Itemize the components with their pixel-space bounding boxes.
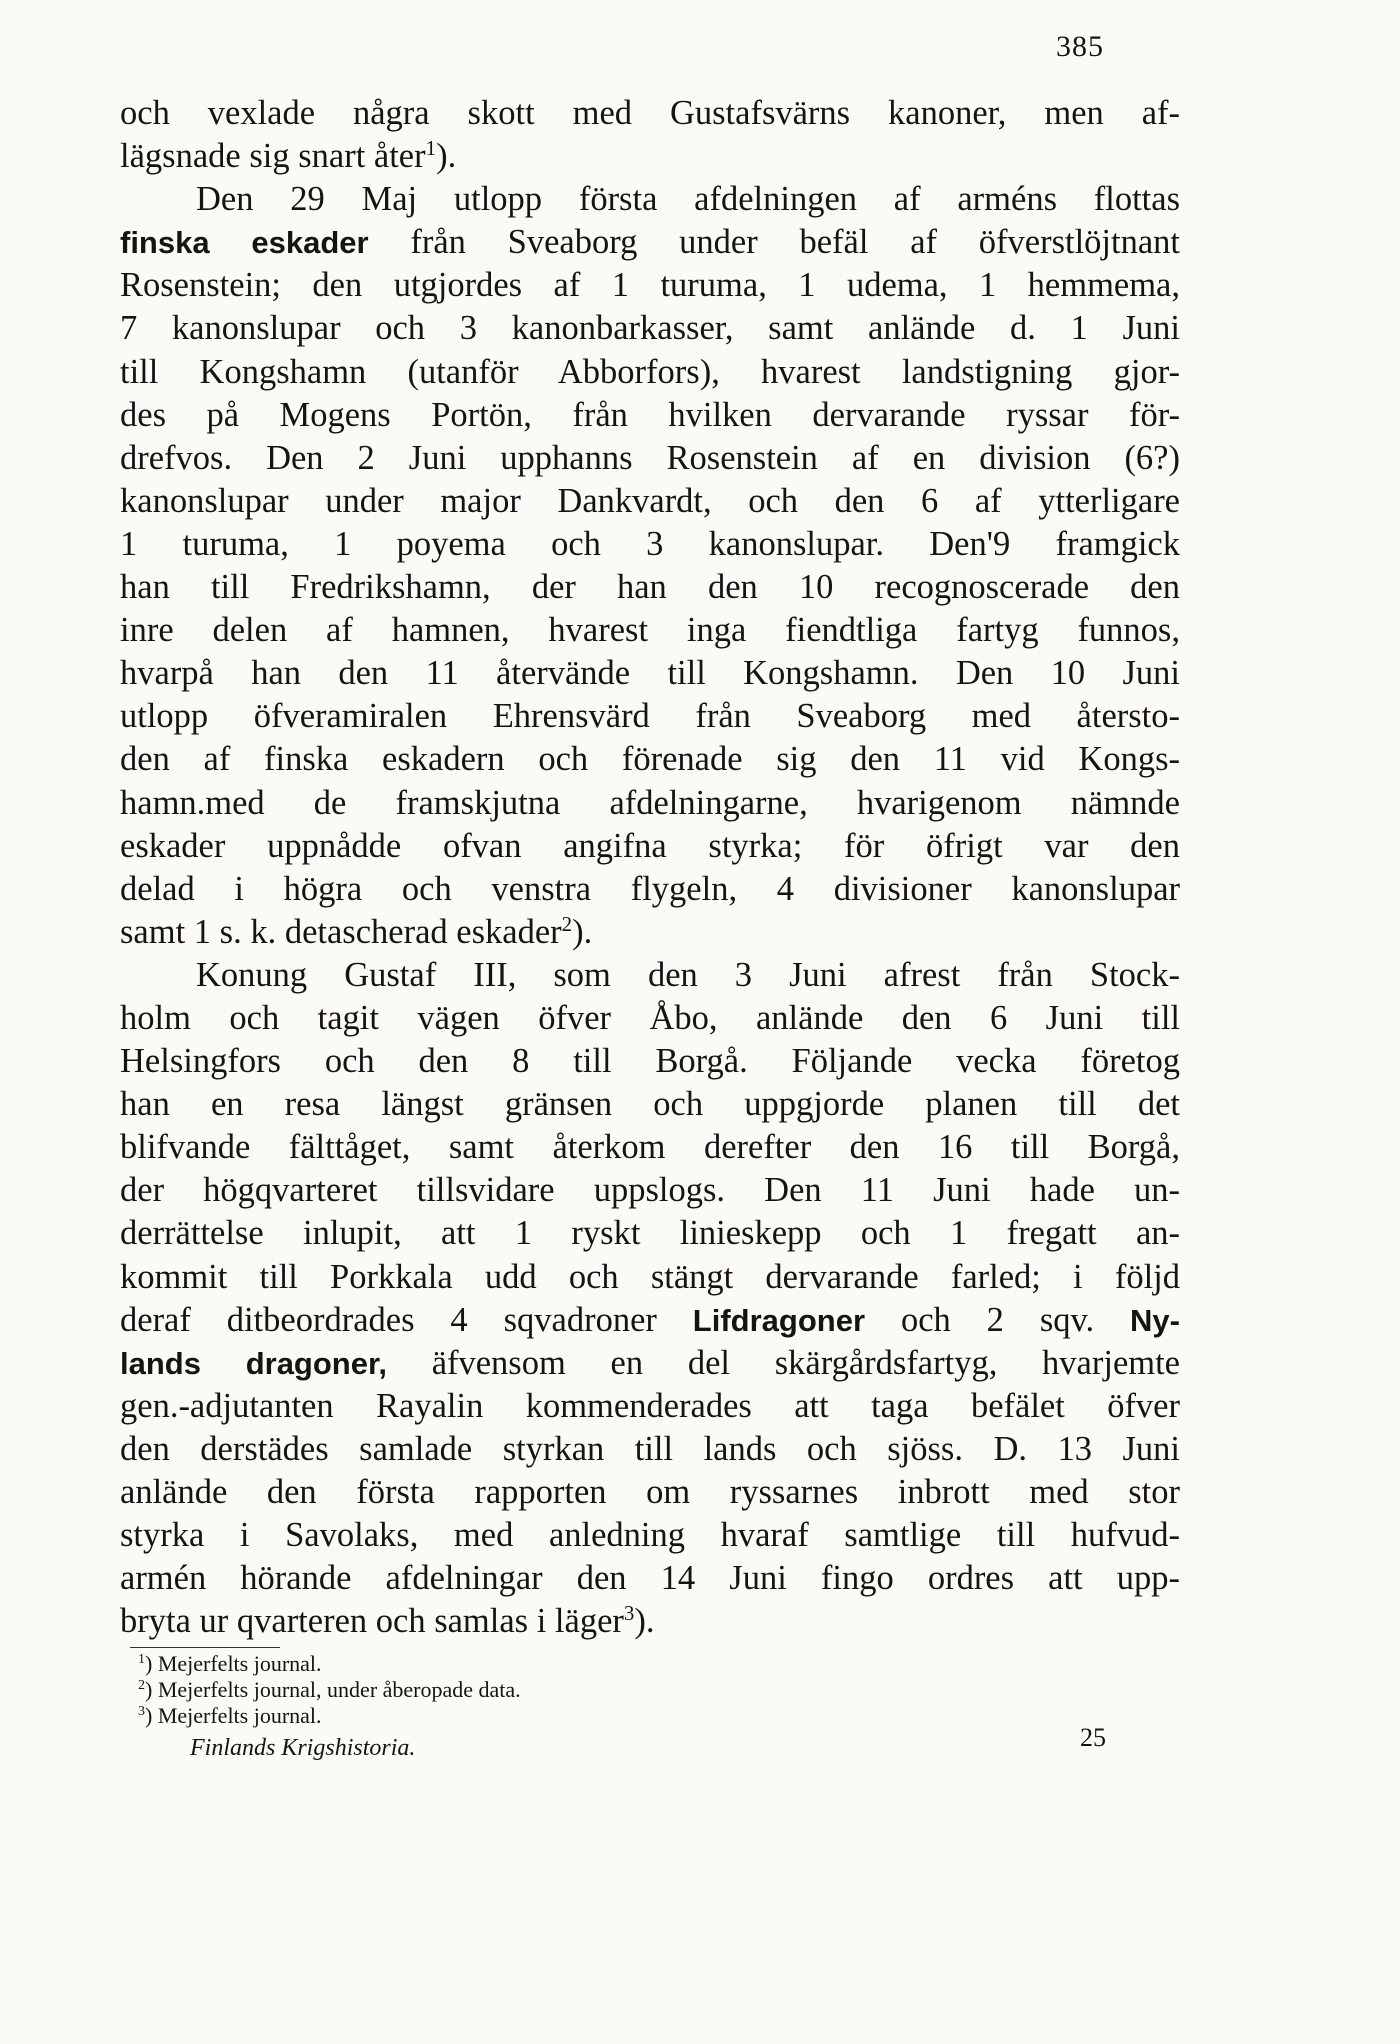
text-span: hamn.med de framskjutna afdelningarne, hvarigenom nämnde — [120, 783, 1180, 822]
text-span: inre delen af hamnen, hvarest inga fiendtliga fartyg funnos, — [120, 611, 1180, 650]
footnote-mark: 2 — [138, 1678, 145, 1693]
text-line — [120, 911, 1180, 954]
text-span: Konung Gustaf III, som den 3 Juni afrest från Stock- — [196, 955, 1180, 994]
text-span: från Sveaborg under befäl af öfverstlöjtnant — [368, 223, 1180, 262]
text-line — [120, 351, 1180, 394]
text-span: och vexlade några skott med Gustafsvärns kanoner, men af- — [120, 94, 1180, 132]
footnote — [138, 1677, 838, 1703]
text-span: Den 29 Maj utlopp första afdelningen af arméns flottas — [196, 180, 1180, 219]
text-line — [120, 652, 1180, 695]
text-line — [120, 1428, 1180, 1471]
text-span: ). — [634, 1602, 655, 1641]
bold-term: Ny- — [1130, 1302, 1180, 1338]
text-span: den derstädes samlade styrkan till lands och sjöss. D. 13 Juni — [120, 1429, 1180, 1468]
text-line — [120, 1299, 1180, 1342]
text-line — [120, 954, 1180, 997]
text-span: armén hörande afdelningar den 14 Juni fingo ordres att upp- — [120, 1559, 1180, 1598]
text-span: den af finska eskadern och förenade sig den 11 vid Kongs- — [120, 740, 1180, 779]
text-span: hvarpå han den 11 återvände till Kongshamn. Den 10 Juni — [120, 654, 1180, 693]
text-line — [120, 997, 1180, 1040]
text-line — [120, 523, 1180, 566]
text-span: lägsnade sig snart åter — [120, 137, 426, 176]
text-line — [120, 1256, 1180, 1299]
text-span: han till Fredrikshamn, der han den 10 recognoscerade den — [120, 568, 1180, 607]
text-line — [120, 92, 1180, 135]
text-line — [120, 135, 1180, 178]
text-line — [120, 566, 1180, 609]
text-line — [120, 394, 1180, 437]
text-line — [120, 1169, 1180, 1212]
footnote-text: ) Mejerfelts journal. — [145, 1703, 322, 1728]
text-line — [120, 1557, 1180, 1600]
text-span: holm och tagit vägen öfver Åbo, anlände den 6 Juni till — [120, 998, 1180, 1037]
text-line — [120, 695, 1180, 738]
text-span: utlopp öfveramiralen Ehrensvärd från Sveaborg med återsto- — [120, 697, 1180, 736]
text-span: Rosenstein; den utgjordes af 1 turuma, 1 udema, 1 hemmema, — [120, 266, 1180, 305]
text-line — [120, 1385, 1180, 1428]
footnote-text: ) Mejerfelts journal. — [145, 1651, 322, 1676]
text-line — [120, 437, 1180, 480]
bold-term: finska eskader — [120, 225, 369, 261]
footnote — [138, 1703, 838, 1729]
sheet-number: 25 — [1080, 1723, 1106, 1752]
text-span: och 2 sqv. — [865, 1300, 1131, 1339]
footnote-rule — [130, 1647, 280, 1648]
text-span: kanonslupar under major Dankvardt, och den 6 af ytterligare — [120, 481, 1180, 520]
text-line — [120, 825, 1180, 868]
text-line — [120, 1471, 1180, 1514]
text-span: 7 kanonslupar och 3 kanonbarkasser, samt anlände d. 1 Juni — [120, 309, 1180, 348]
text-span: des på Mogens Portön, från hvilken dervarande ryssar för- — [120, 395, 1180, 434]
text-line — [120, 221, 1180, 264]
body-text — [120, 92, 1180, 1643]
text-line — [120, 868, 1180, 911]
bold-term: lands dragoner, — [120, 1345, 387, 1381]
text-span: kommit till Porkkala udd och stängt dervarande farled; i följd — [120, 1257, 1180, 1296]
footnotes — [138, 1651, 838, 1729]
text-span: ). — [436, 137, 457, 176]
footnote — [138, 1651, 838, 1677]
text-span: styrka i Savolaks, med anledning hvaraf samtlige till hufvud- — [120, 1516, 1180, 1555]
text-span: han en resa längst gränsen och uppgjorde planen till det — [120, 1085, 1180, 1124]
footnote-ref: 2 — [561, 911, 573, 936]
signature-line: Finlands Krigshistoria. — [190, 1735, 416, 1761]
text-line — [120, 738, 1180, 781]
text-line — [120, 1126, 1180, 1169]
text-span: drefvos. Den 2 Juni upphanns Rosenstein af en division (6?) — [120, 438, 1180, 477]
text-span: ). — [572, 912, 593, 951]
text-span: derrättelse inlupit, att 1 ryskt linieskepp och 1 fregatt an- — [120, 1214, 1180, 1253]
text-line — [120, 1040, 1180, 1083]
text-span: bryta ur qvarteren och samlas i läger — [120, 1602, 624, 1641]
text-span: der högqvarteret tillsvidare uppslogs. Den 11 Juni hade un- — [120, 1171, 1180, 1210]
text-line — [120, 307, 1180, 350]
text-span: deraf ditbeordrades 4 sqvadroner — [120, 1300, 693, 1339]
bold-term: Lifdragoner — [692, 1302, 866, 1338]
text-span: eskader uppnådde ofvan angifna styrka; för öfrigt var den — [120, 826, 1180, 865]
text-span: blifvande fälttåget, samt återkom derefter den 16 till Borgå, — [120, 1128, 1180, 1167]
text-span: gen.-adjutanten Rayalin kommenderades att taga befälet öfver — [120, 1386, 1180, 1425]
text-span: Helsingfors och den 8 till Borgå. Följande vecka företog — [120, 1042, 1180, 1081]
text-line — [120, 1514, 1180, 1557]
footnote-mark: 1 — [138, 1652, 145, 1667]
text-span: samt 1 s. k. detascherad eskader — [120, 912, 562, 951]
text-line — [120, 1083, 1180, 1126]
text-line — [120, 178, 1180, 221]
text-span: till Kongshamn (utanför Abborfors), hvarest landstigning gjor- — [120, 352, 1180, 391]
text-span: 1 turuma, 1 poyema och 3 kanonslupar. Den'9 framgick — [120, 524, 1180, 563]
text-line — [120, 782, 1180, 825]
text-line — [120, 609, 1180, 652]
footnote-text: ) Mejerfelts journal, under åberopade data. — [145, 1677, 521, 1702]
footnote-ref: 1 — [425, 136, 437, 161]
text-line — [120, 480, 1180, 523]
text-span: anlände den första rapporten om ryssarnes inbrott med stor — [120, 1473, 1180, 1511]
footnote-mark: 3 — [138, 1704, 145, 1719]
footnote-ref: 3 — [623, 1601, 635, 1626]
text-line — [120, 1342, 1180, 1385]
text-line — [120, 1600, 1180, 1643]
text-line — [120, 1212, 1180, 1255]
text-span: delad i högra och venstra flygeln, 4 divisioner kanonslupar — [120, 869, 1180, 908]
text-span: äfvensom en del skärgårdsfartyg, hvarjemte — [386, 1343, 1180, 1382]
text-line — [120, 264, 1180, 307]
page-number: 385 — [1056, 30, 1104, 63]
